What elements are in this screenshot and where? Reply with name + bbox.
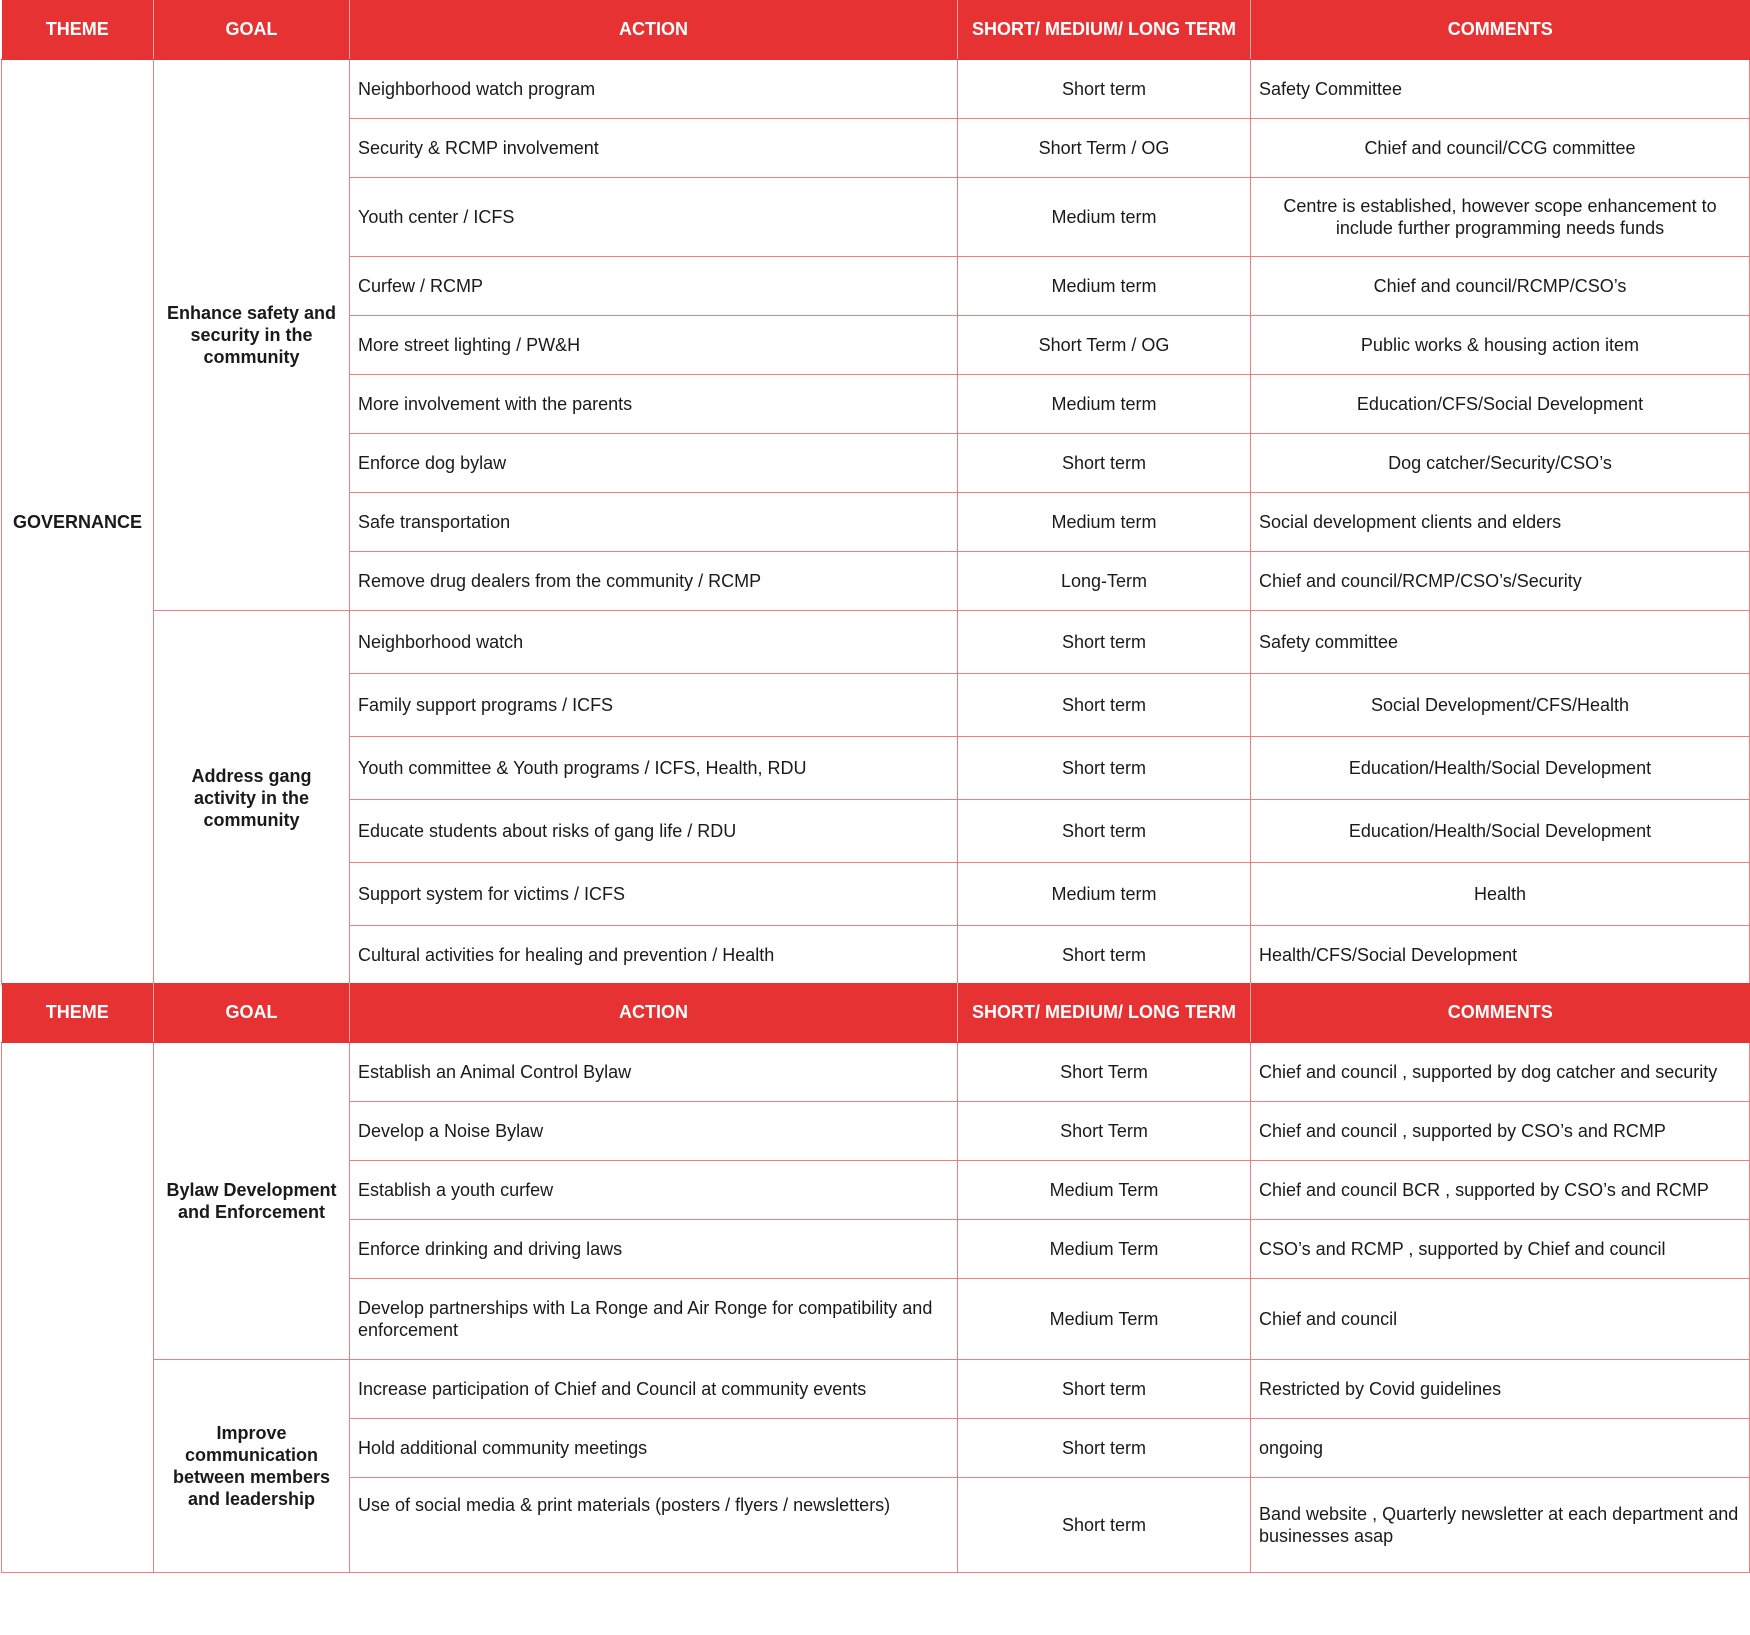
- action-cell: Develop partnerships with La Ronge and Air Ronge for compatibility and enforcement: [350, 1279, 958, 1360]
- action-cell: Support system for victims / ICFS: [350, 863, 958, 926]
- term-cell: Short term: [958, 1419, 1251, 1478]
- term-cell: Short term: [958, 434, 1251, 493]
- term-cell: Short term: [958, 926, 1251, 985]
- table-row: [2, 1360, 1750, 1419]
- term-cell: Medium term: [958, 493, 1251, 552]
- term-cell: Short term: [958, 674, 1251, 737]
- goal-cell: Address gang activity in the community: [154, 611, 350, 985]
- comment-cell: Chief and council: [1251, 1279, 1750, 1360]
- action-cell: Safe transportation: [350, 493, 958, 552]
- table-row: [2, 1043, 1750, 1102]
- comment-cell: Chief and council BCR , supported by CSO’s and RCMP: [1251, 1161, 1750, 1220]
- term-cell: Medium Term: [958, 1279, 1251, 1360]
- comment-cell: Social Development/CFS/Health: [1251, 674, 1750, 737]
- term-cell: Short term: [958, 1478, 1251, 1573]
- comment-cell: Dog catcher/Security/CSO’s: [1251, 434, 1750, 493]
- comment-cell: ongoing: [1251, 1419, 1750, 1478]
- header-term: SHORT/ MEDIUM/ LONG TERM: [958, 0, 1251, 60]
- action-cell: Enforce drinking and driving laws: [350, 1220, 958, 1279]
- comment-cell: Education/CFS/Social Development: [1251, 375, 1750, 434]
- comment-cell: Safety Committee: [1251, 60, 1750, 119]
- comment-cell: Chief and council/RCMP/CSO’s: [1251, 257, 1750, 316]
- header-theme: THEME: [2, 983, 154, 1043]
- comment-cell: Health/CFS/Social Development: [1251, 926, 1750, 985]
- comment-cell: Safety committee: [1251, 611, 1750, 674]
- action-cell: Family support programs / ICFS: [350, 674, 958, 737]
- term-cell: Short term: [958, 800, 1251, 863]
- action-cell: Neighborhood watch: [350, 611, 958, 674]
- table-row: [2, 60, 1750, 119]
- term-cell: Short term: [958, 737, 1251, 800]
- action-cell: Remove drug dealers from the community / RCMP: [350, 552, 958, 611]
- action-cell: Develop a Noise Bylaw: [350, 1102, 958, 1161]
- comment-cell: Band website , Quarterly newsletter at each department and businesses asap: [1251, 1478, 1750, 1573]
- term-cell: Long-Term: [958, 552, 1251, 611]
- governance-table: [1, 0, 1750, 985]
- term-cell: Medium Term: [958, 1161, 1251, 1220]
- term-cell: Short term: [958, 1360, 1251, 1419]
- bylaw-communication-table: [1, 983, 1750, 1573]
- comment-cell: Chief and council/RCMP/CSO’s/Security: [1251, 552, 1750, 611]
- comment-cell: CSO’s and RCMP , supported by Chief and council: [1251, 1220, 1750, 1279]
- comment-cell: Health: [1251, 863, 1750, 926]
- header-comments: COMMENTS: [1251, 983, 1750, 1043]
- action-cell: Increase participation of Chief and Council at community events: [350, 1360, 958, 1419]
- action-cell: Establish an Animal Control Bylaw: [350, 1043, 958, 1102]
- action-cell: Enforce dog bylaw: [350, 434, 958, 493]
- header-action: ACTION: [350, 983, 958, 1043]
- term-cell: Medium term: [958, 375, 1251, 434]
- header-term: SHORT/ MEDIUM/ LONG TERM: [958, 983, 1251, 1043]
- action-cell: Establish a youth curfew: [350, 1161, 958, 1220]
- term-cell: Medium term: [958, 863, 1251, 926]
- action-cell: Hold additional community meetings: [350, 1419, 958, 1478]
- theme-cell: GOVERNANCE: [2, 60, 154, 985]
- header-comments: COMMENTS: [1251, 0, 1750, 60]
- header-action: ACTION: [350, 0, 958, 60]
- comment-cell: Education/Health/Social Development: [1251, 800, 1750, 863]
- action-cell: Curfew / RCMP: [350, 257, 958, 316]
- theme-cell: [2, 1043, 154, 1573]
- header-goal: GOAL: [154, 0, 350, 60]
- action-cell: Youth committee & Youth programs / ICFS, Health, RDU: [350, 737, 958, 800]
- comment-cell: Social development clients and elders: [1251, 493, 1750, 552]
- comment-cell: Chief and council/CCG committee: [1251, 119, 1750, 178]
- comment-cell: Restricted by Covid guidelines: [1251, 1360, 1750, 1419]
- term-cell: Short term: [958, 611, 1251, 674]
- action-cell: Neighborhood watch program: [350, 60, 958, 119]
- term-cell: Short term: [958, 60, 1251, 119]
- goal-cell: Improve communication between members and leadership: [154, 1360, 350, 1573]
- header-theme: THEME: [2, 0, 154, 60]
- term-cell: Medium Term: [958, 1220, 1251, 1279]
- term-cell: Short Term / OG: [958, 316, 1251, 375]
- action-cell: More street lighting / PW&H: [350, 316, 958, 375]
- term-cell: Short Term: [958, 1043, 1251, 1102]
- term-cell: Short Term / OG: [958, 119, 1251, 178]
- comment-cell: Education/Health/Social Development: [1251, 737, 1750, 800]
- header-goal: GOAL: [154, 983, 350, 1043]
- comment-cell: Public works & housing action item: [1251, 316, 1750, 375]
- action-cell: Cultural activities for healing and prevention / Health: [350, 926, 958, 985]
- action-cell: Use of social media & print materials (posters / flyers / newsletters): [350, 1478, 958, 1573]
- comment-cell: Chief and council , supported by CSO’s and RCMP: [1251, 1102, 1750, 1161]
- term-cell: Short Term: [958, 1102, 1251, 1161]
- header-row: [2, 983, 1750, 1043]
- goal-cell: Bylaw Development and Enforcement: [154, 1043, 350, 1360]
- header-row: [2, 0, 1750, 60]
- action-cell: Educate students about risks of gang life / RDU: [350, 800, 958, 863]
- action-cell: Youth center / ICFS: [350, 178, 958, 257]
- term-cell: Medium term: [958, 257, 1251, 316]
- comment-cell: Centre is established, however scope enhancement to include further programming needs funds: [1251, 178, 1750, 257]
- comment-cell: Chief and council , supported by dog catcher and security: [1251, 1043, 1750, 1102]
- term-cell: Medium term: [958, 178, 1251, 257]
- goal-cell: Enhance safety and security in the community: [154, 60, 350, 611]
- action-cell: More involvement with the parents: [350, 375, 958, 434]
- action-cell: Security & RCMP involvement: [350, 119, 958, 178]
- table-row: [2, 611, 1750, 674]
